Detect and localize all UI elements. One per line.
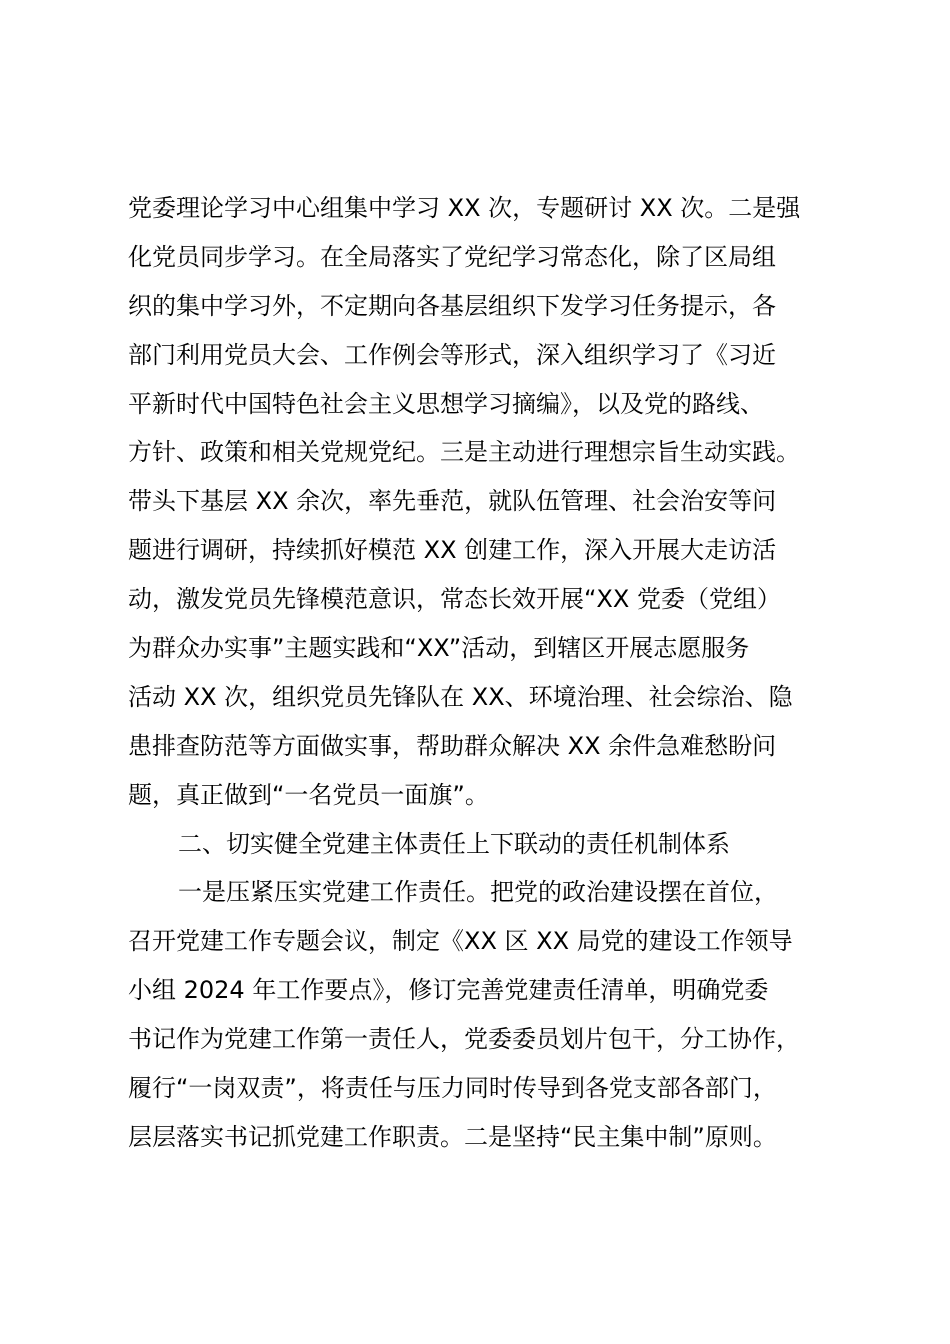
- section-heading: 二、切实健全党建主体责任上下联动的责任机制体系: [178, 829, 730, 858]
- text-line: 题进行调研，持续抓好模范 XX 创建工作，深入开展大走访活: [128, 536, 777, 565]
- text-line: 召开党建工作专题会议，制定《XX 区 XX 局党的建设工作领导: [128, 927, 793, 956]
- text-line: 化党员同步学习。在全局落实了党纪学习常态化，除了区局组: [128, 242, 776, 271]
- text-line: 为群众办实事”主题实践和“XX”活动，到辖区开展志愿服务: [128, 634, 750, 663]
- text-line: 题，真正做到“一名党员一面旗”。: [128, 780, 489, 809]
- text-line: 层层落实书记抓党建工作职责。二是坚持“民主集中制”原则。: [128, 1122, 777, 1151]
- text-line: 方针、政策和相关党规党纪。三是主动进行理想宗旨生动实践。: [128, 438, 800, 467]
- text-line: 小组 2024 年工作要点》，修订完善党建责任清单，明确党委: [128, 976, 769, 1005]
- body-text: [128, 184, 868, 1162]
- text-line: 一是压紧压实党建工作责任。把党的政治建设摆在首位，: [178, 878, 778, 907]
- text-line: 党委理论学习中心组集中学习 XX 次，专题研讨 XX 次。二是强: [128, 194, 801, 222]
- text-line: 书记作为党建工作第一责任人，党委委员划片包干，分工协作，: [128, 1025, 800, 1054]
- text-line: 患排查防范等方面做实事，帮助群众解决 XX 余件急难愁盼问: [128, 731, 777, 760]
- text-line: 部门利用党员大会、工作例会等形式，深入组织学习了《习近: [128, 340, 776, 369]
- text-line: 平新时代中国特色社会主义思想学习摘编》，以及党的路线、: [128, 389, 764, 418]
- text-line: 活动 XX 次，组织党员先锋队在 XX、环境治理、社会综治、隐: [128, 682, 793, 711]
- text-line: 织的集中学习外，不定期向各基层组织下发学习任务提示，各: [128, 291, 776, 320]
- text-line: 带头下基层 XX 余次，率先垂范，就队伍管理、社会治安等问: [128, 487, 777, 516]
- text-line: 履行“一岗双责”，将责任与压力同时传导到各党支部各部门，: [128, 1074, 777, 1103]
- text-line: 动，激发党员先锋模范意识，常态长效开展“XX 党委（党组）: [128, 585, 781, 614]
